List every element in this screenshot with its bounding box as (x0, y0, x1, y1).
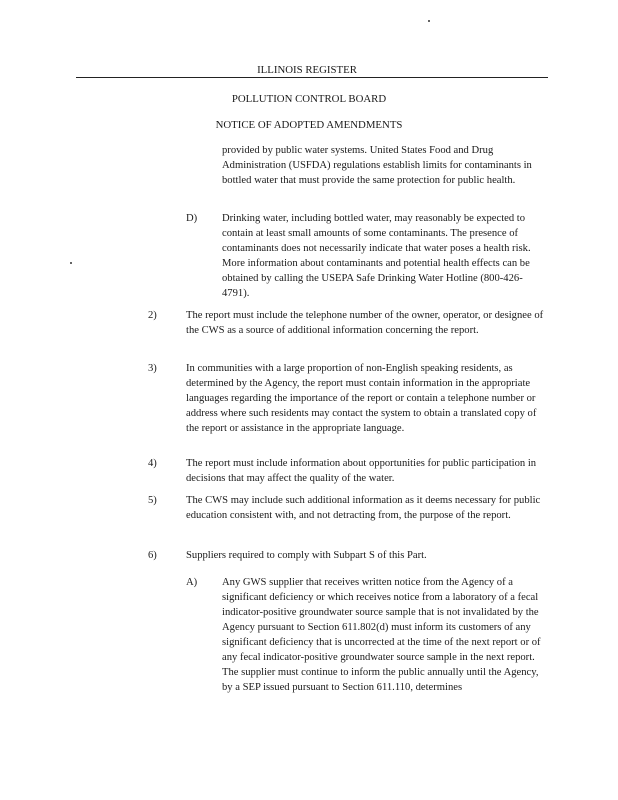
item-label-4: 4) (148, 458, 157, 469)
item-text-5: The CWS may include such additional information as it deems necessary for public education consistent with, and not detracting from, the purpose of the report. (186, 495, 541, 521)
item-label-D: D) (186, 213, 198, 224)
register-title: ILLINOIS REGISTER (257, 64, 357, 76)
item-text-4: The report must include information about opportunities for public participation in decisions that may affect the quality of the water. (186, 458, 537, 484)
item-label-2: 2) (148, 310, 157, 321)
continuation-paragraph: provided by public water systems. United States Food and Drug Administration (USFDA) regulations establish limits for contaminants in bottled water that must provide the same protection for public health. (222, 145, 532, 186)
board-title: POLLUTION CONTROL BOARD (231, 93, 387, 105)
item-text-A: Any GWS supplier that receives written notice from the Agency of a significant deficiency or which receives notice from a laboratory of a fecal indicator-positive groundwater source sample that is not invalidated by the Agency pursuant to Section 611.802(d) must inform its customers of any significant deficiency that is uncorrected at the time of the next report or of any fecal indicator-positive groundwater source sample in the next report. The supplier must continue to inform the public annually until the Agency, by a SEP issued pursuant to Section 611.110, determines (222, 577, 541, 693)
item-label-5: 5) (148, 495, 157, 506)
item-label-3: 3) (148, 363, 157, 374)
item-text-D: Drinking water, including bottled water, may reasonably be expected to contain at least small amounts of some contaminants. The presence of contaminants does not necessarily indicate that water poses a health risk. More information about contaminants and potential health effects can be obtained by calling the USEPA Safe Drinking Water Hotline (800-426-4791). (222, 213, 531, 299)
item-label-6: 6) (148, 550, 157, 561)
scan-speck (70, 262, 72, 264)
item-text-3: In communities with a large proportion of non-English speaking residents, as determined by the Agency, the report must contain information in the appropriate languages regarding the importance of the report or contain a telephone number or address where such residents may contact the system to obtain a translated copy of the report or assistance in the appropriate language. (186, 363, 537, 434)
item-label-A: A) (186, 577, 198, 588)
scan-speck (428, 20, 430, 22)
item-text-2: The report must include the telephone number of the owner, operator, or designee of the CWS as a source of additional information concerning the report. (186, 310, 544, 336)
notice-title: NOTICE OF ADOPTED AMENDMENTS (215, 119, 403, 131)
item-text-6: Suppliers required to comply with Subpart S of this Part. (186, 550, 427, 561)
